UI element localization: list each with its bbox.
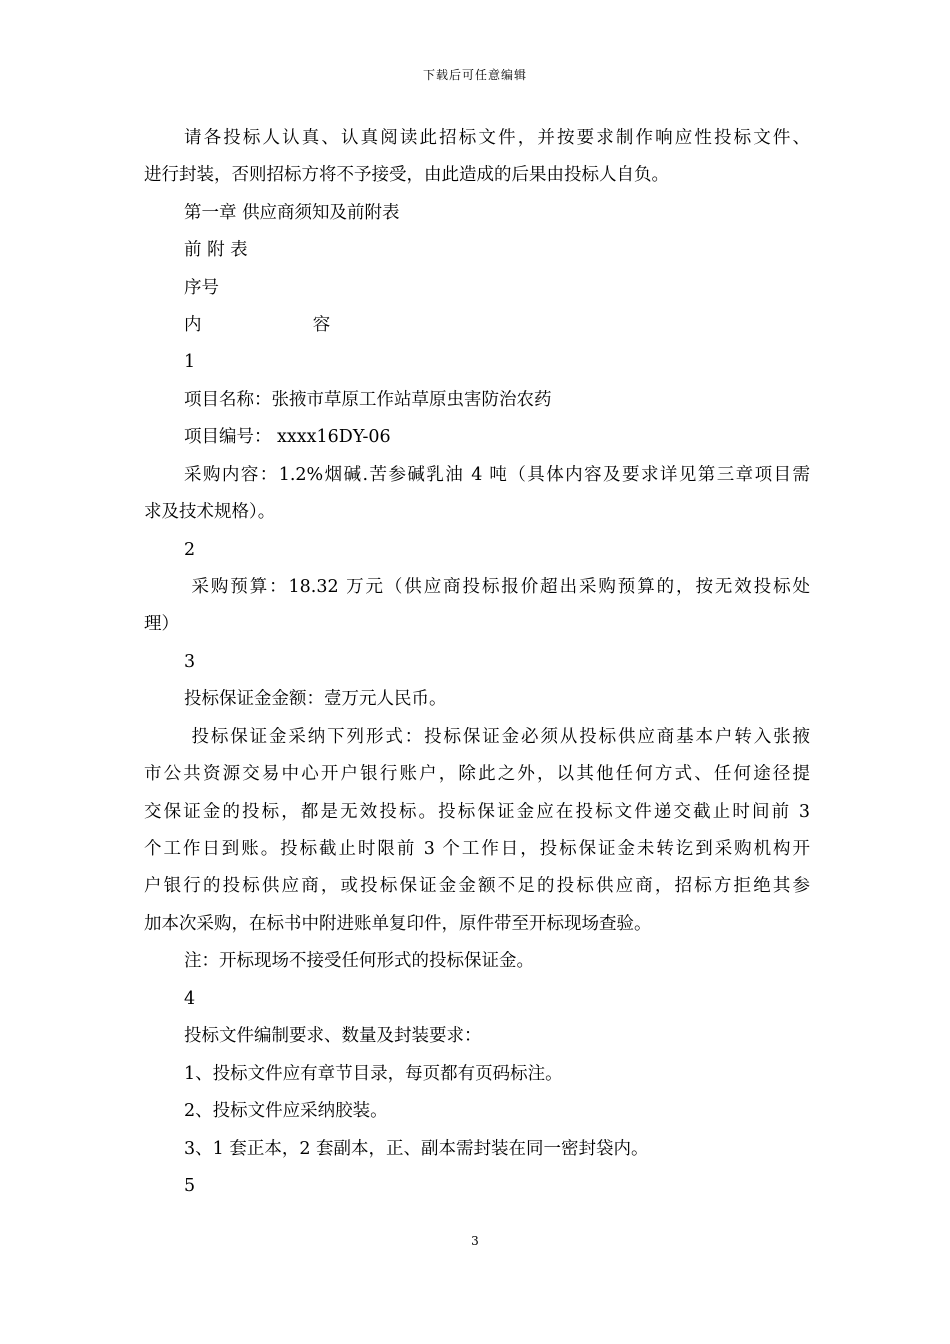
paragraph-line: 项目编号： xxxx16DY-06 xyxy=(184,427,391,447)
paragraph-line: 采购内容：1.2%烟碱.苦参碱乳油 4 吨（具体内容及要求详见第三章项目需 xyxy=(184,465,810,485)
page-number: 3 xyxy=(471,1234,479,1248)
paragraph-line: 个工作日到账。投标截止时限前 3 个工作日，投标保证金未转讫到采购机构开 xyxy=(144,839,810,859)
paragraph-line: 加本次采购，在标书中附进账单复印件，原件带至开标现场查验。 xyxy=(144,914,652,934)
list-item: 1、投标文件应有章节目录，每页都有页码标注。 xyxy=(184,1064,563,1084)
row-number: 4 xyxy=(184,989,196,1009)
paragraph-line: 投标保证金采纳下列形式：投标保证金必须从投标供应商基本户转入张掖 xyxy=(184,727,810,747)
row-number: 1 xyxy=(184,352,196,372)
table-title: 前 附 表 xyxy=(184,240,248,260)
paragraph-line: 采购预算：18.32 万元（供应商投标报价超出采购预算的，按无效投标处 xyxy=(184,577,810,597)
chapter-heading: 第一章 供应商须知及前附表 xyxy=(184,203,400,223)
paragraph-line: 市公共资源交易中心开户银行账户，除此之外，以其他任何方式、任何途径提 xyxy=(144,764,810,784)
paragraph-line: 进行封装，否则招标方将不予接受，由此造成的后果由投标人自负。 xyxy=(144,165,669,185)
paragraph-line: 项目名称：张掖市草原工作站草原虫害防治农药 xyxy=(184,390,552,410)
paragraph-line: 交保证金的投标，都是无效投标。投标保证金应在投标文件递交截止时间前 3 xyxy=(144,802,810,822)
paragraph-line: 投标保证金金额：壹万元人民币。 xyxy=(184,689,447,709)
row-number: 5 xyxy=(184,1176,196,1196)
paragraph-line: 求及技术规格）。 xyxy=(144,502,276,522)
note-line: 注：开标现场不接受任何形式的投标保证金。 xyxy=(184,951,534,971)
paragraph-line: 请各投标人认真、认真阅读此招标文件，并按要求制作响应性投标文件、 xyxy=(184,128,810,148)
list-item: 2、投标文件应采纳胶装。 xyxy=(184,1101,388,1121)
list-item: 3、1 套正本，2 套副本，正、副本需封装在同一密封袋内。 xyxy=(184,1139,649,1159)
paragraph-line: 户银行的投标供应商，或投标保证金金额不足的投标供应商，招标方拒绝其参 xyxy=(144,876,810,896)
paragraph-line: 投标文件编制要求、数量及封装要求： xyxy=(184,1026,482,1046)
table-header-seq: 序号 xyxy=(184,278,219,298)
row-number: 3 xyxy=(184,652,196,672)
row-number: 2 xyxy=(184,540,196,560)
paragraph-line: 理） xyxy=(144,614,179,634)
table-header-content: 内 容 xyxy=(184,315,331,335)
page-header: 下载后可任意编辑 xyxy=(422,68,527,82)
